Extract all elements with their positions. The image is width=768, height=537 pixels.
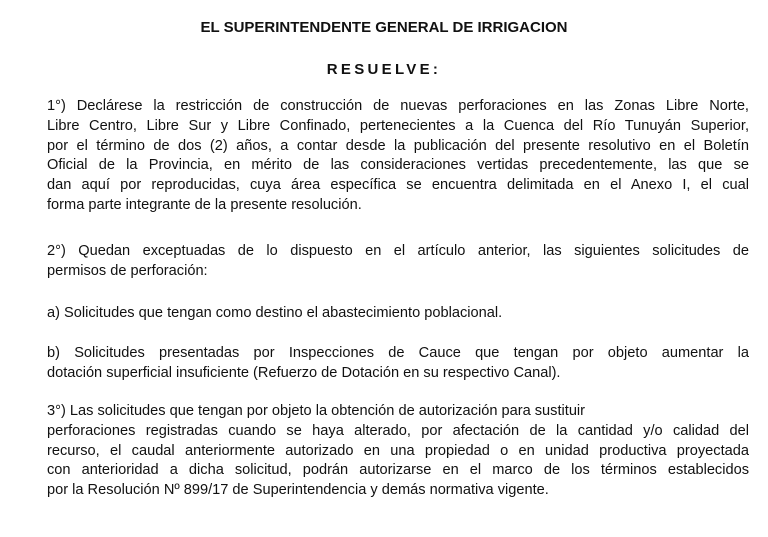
article-1-paragraph [47,97,749,216]
item-a-paragraph [47,304,749,324]
paragraph-line: perforaciones registradas cuando se haya alterado, por afectación de la cantidad y/o calidad del [47,422,749,439]
paragraph-line: Libre Centro, Libre Sur y Libre Confinado, pertenecientes a la Cuenca del Río Tunuyán Superior, [47,117,749,134]
paragraph-line: 1°) Declárese la restricción de construcción de nuevas perforaciones en las Zonas Libre Norte, [47,98,749,114]
paragraph-line: Oficial de la Provincia, en mérito de las consideraciones vertidas precedentemente, las que se [47,157,749,174]
paragraph-line: por la Resolución Nº 899/17 de Superintendencia y demás normativa vigente. [47,482,549,499]
article-2-paragraph [47,242,749,282]
paragraph-line: permisos de perforación: [47,262,208,279]
paragraph-line: a) Solicitudes que tengan como destino el abastecimiento poblacional. [47,305,503,321]
item-b-paragraph [47,344,749,384]
paragraph-line: dotación superficial insuficiente (Refuerzo de Dotación en su respectivo Canal). [47,364,561,381]
paragraph-line: b) Solicitudes presentadas por Inspecciones de Cauce que tengan por objeto aumentar la [47,345,749,361]
paragraph-line: 2°) Quedan exceptuadas de lo dispuesto en el artículo anterior, las siguientes solicitudes de [47,243,749,259]
paragraph-line: 3°) Las solicitudes que tengan por objeto la obtención de autorización para sustituir [47,403,586,419]
document-subtitle: RESUELVE: [326,61,442,78]
paragraph-line: por el término de dos (2) años, a contar desde la publicación del presente resolutivo en el Boletín [47,137,749,154]
paragraph-line: recurso, el caudal anteriormente autorizado en una propiedad o en unidad productiva proyectada [47,442,749,459]
paragraph-line: forma parte integrante de la presente resolución. [47,196,362,213]
paragraph-line: con anterioridad a dicha solicitud, podrán autorizarse en el marco de los términos establecidos [47,462,749,479]
article-3-paragraph [47,402,749,501]
document-title: EL SUPERINTENDENTE GENERAL DE IRRIGACION [200,19,568,36]
paragraph-line: dan aquí por reproducidas, cuya área específica se encuentra delimitada en el Anexo I, el cual [47,177,749,194]
